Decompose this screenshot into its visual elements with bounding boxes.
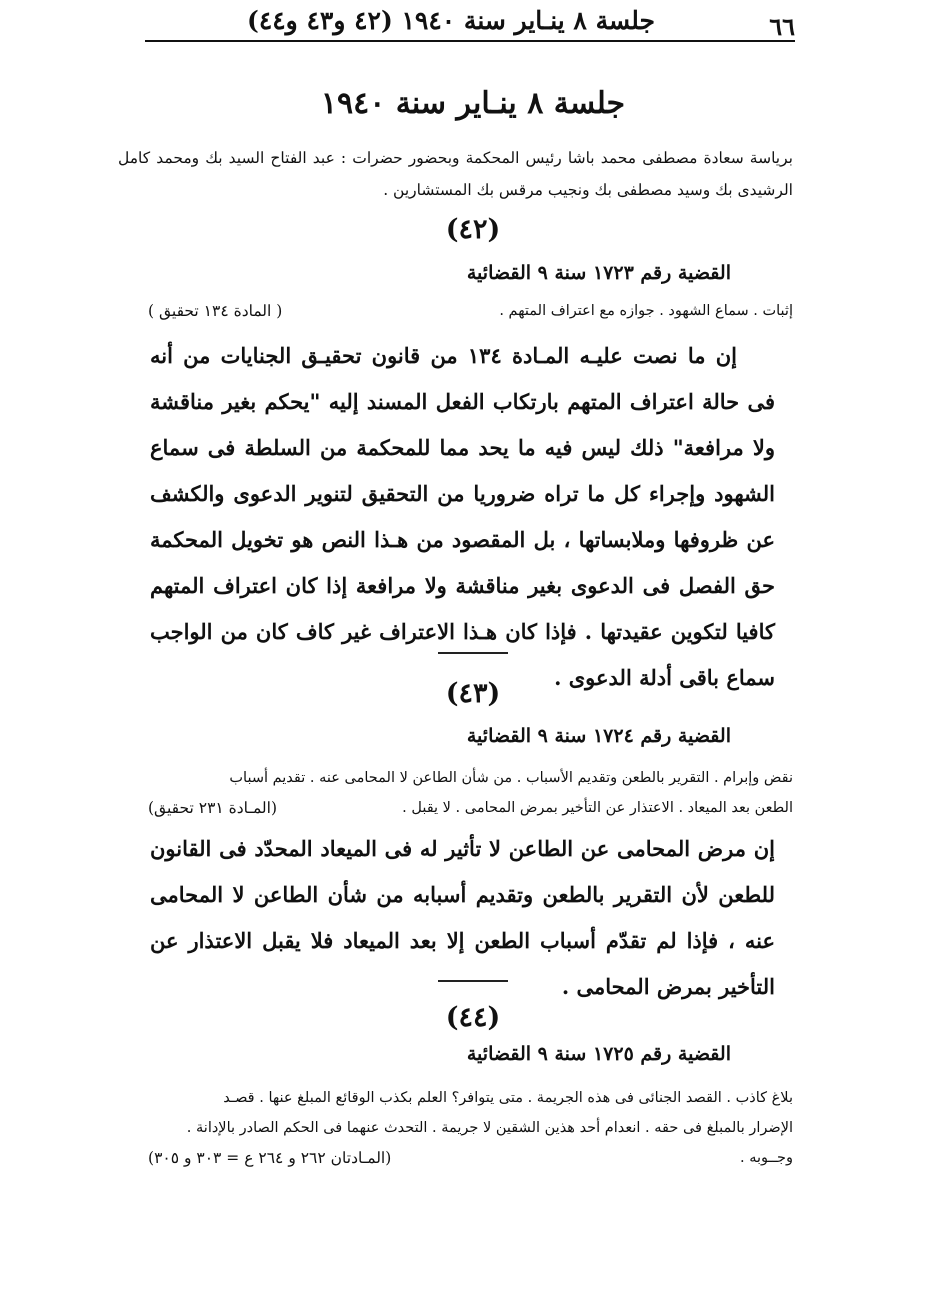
keyword-line (148, 296, 793, 326)
keyword-text: الطعن بعد الميعاد . الاعتذار عن التأخير بمرض المحامى . لا يقبل . (402, 800, 793, 816)
article-reference: (المـادة ٢٣١ تحقيق) (148, 799, 277, 817)
case-reference-42: القضية رقم ١٧٢٣ سنة ٩ القضائية (466, 262, 731, 284)
case-text-43: إن مرض المحامى عن الطاعن لا تأثير له فى الميعاد المحدّد فى القانون للطعن لأن التقرير بالطعن وتقديم أسبابه من شأن الطاعن لا المحامى عنه ، فإذا لم تقدّم أسباب الطعن إلا بعد الميعاد فلا يقبل الاعتذار عن التأخير بمرض المحامى . (150, 836, 775, 999)
case-keywords-43 (148, 763, 793, 823)
running-title: جلسة ٨ ينـاير سنة ١٩٤٠ (٤٢ و٤٣ و٤٤) (246, 6, 655, 35)
case-reference-43: القضية رقم ١٧٢٤ سنة ٩ القضائية (466, 725, 731, 747)
case-text-42: إن ما نصت عليـه المـادة ١٣٤ من قانون تحقيـق الجنايات من أنه فى حالة اعتراف المتهم بارتكاب الفعل المسند إليه "يحكم بغير مناقشة ولا مرافعة" ذلك ليس فيه ما يحد مما للمحكمة من السلطة فى سماع الشهود وإجراء كل ما تراه ضروريا من التحقيق لتنوير الدعوى والكشف عن ظروفها وملابساتها ، بل المقصود من هـذا النص هو تخويل المحكمة حق الفصل فى الدعوى بغير مناقشة ولا مرافعة إذا كان اعتراف المتهم كافيا لتكوين عقيدتها . فإذا كان هـذا الاعتراف غير كاف كان من الواجب سماع باقى أدلة الدعوى . (150, 343, 775, 690)
section-separator (438, 980, 508, 982)
keyword-line (148, 1143, 793, 1173)
page-number: ٦٦ (769, 12, 795, 41)
presidency-paragraph: برياسة سعادة مصطفى محمد باشا رئيس المحكمة وبحضور حضرات : عبد الفتاح السيد بك ومحمد كامل الرشيدى بك وسيد مصطفى بك ونجيب مرقس بك المستشارين . (118, 149, 793, 199)
case-number-44: (٤٤) (445, 1002, 501, 1033)
case-reference-44: القضية رقم ١٧٢٥ سنة ٩ القضائية (466, 1043, 731, 1065)
article-reference: ( المادة ١٣٤ تحقيق ) (148, 302, 283, 320)
case-keywords-44 (148, 1083, 793, 1173)
article-reference: (المـادتان ٢٦٢ و ٢٦٤ ع = ٣٠٣ و ٣٠٥) (148, 1149, 392, 1167)
section-separator (438, 652, 508, 654)
keyword-text: نقض وإبرام . التقرير بالطعن وتقديم الأسباب . من شأن الطاعن لا المحامى عنه . تقديم أسباب (229, 770, 793, 786)
case-keywords-42 (148, 296, 793, 326)
keyword-line (148, 1083, 793, 1113)
keyword-text: إثبات . سماع الشهود . جوازه مع اعتراف المتهم . (499, 303, 793, 319)
keyword-line (148, 793, 793, 823)
keyword-line (148, 763, 793, 793)
session-title: جلسة ٨ ينـاير سنة ١٩٤٠ (320, 86, 626, 121)
keyword-text: بلاغ كاذب . القصد الجنائى فى هذه الجريمة . متى يتوافر؟ العلم بكذب الوقائع المبلغ عنها . قصـد (223, 1090, 793, 1106)
keyword-line (148, 1113, 793, 1143)
case-number-42: (٤٢) (445, 214, 501, 245)
keyword-text: وجــوبه . (740, 1150, 793, 1166)
header-rule (145, 40, 795, 42)
case-number-43: (٤٣) (445, 678, 501, 709)
keyword-text: الإضرار بالمبلغ فى حقه . انعدام أحد هذين الشقين لا جريمة . التحدث عنهما فى الحكم الصادر بالإدانة . (186, 1120, 793, 1136)
running-header (145, 4, 795, 41)
